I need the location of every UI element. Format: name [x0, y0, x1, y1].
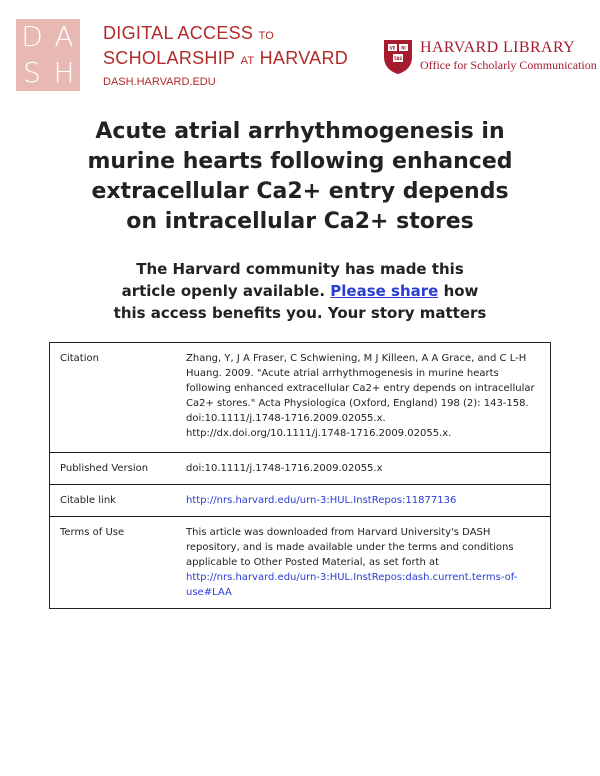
- harvard-library-title: HARVARD LIBRARY: [420, 39, 576, 56]
- notice-line-3: this access benefits you. Your story matters: [113, 304, 487, 322]
- terms-link[interactable]: http://nrs.harvard.edu/urn-3:HUL.InstRepos:dash.current.terms-of-use#LAA: [186, 572, 518, 598]
- dash-logo-letter: A: [54, 20, 74, 53]
- citation-label: Citation: [60, 353, 99, 364]
- dash-line-2: SCHOLARSHIP AT HARVARD: [103, 48, 349, 68]
- citation-value: Zhang, Y, J A Fraser, C Schwiening, M J Killeen, A A Grace, and C L-H Huang. 2009. "Acute atrial arrhythmogenesis in murine hearts following enhanced extracellular Ca2+ entry depends on intracellular Ca2+ stores." Acta Physiologica (Oxford, England) 198 (2): 143-158. doi:10.1111/j.1748-1716.2009.02055.x. http://dx.doi.org/10.1111/j.1748-1716.2009.02055.x.: [186, 353, 535, 439]
- dash-wordmark: [103, 22, 348, 90]
- table-row: [50, 517, 551, 609]
- shield-text: TAS: [393, 56, 403, 61]
- title-line: extracellular Ca2+ entry depends: [91, 179, 509, 204]
- title-line: murine hearts following enhanced: [87, 149, 513, 174]
- title-line: on intracellular Ca2+ stores: [126, 209, 474, 234]
- dash-url-link[interactable]: DASH.HARVARD.EDU: [103, 76, 216, 88]
- title-line: Acute atrial arrhythmogenesis in: [95, 119, 505, 144]
- dash-line-1: DIGITAL ACCESS TO: [103, 23, 275, 43]
- article-title: [40, 117, 560, 237]
- published-version-value: doi:10.1111/j.1748-1716.2009.02055.x: [178, 453, 551, 485]
- harvard-library-wordmark: [420, 39, 597, 73]
- notice-line-2: article openly available. Please share how: [121, 282, 479, 300]
- dash-logo-letter: H: [53, 56, 75, 89]
- harvard-library-subtitle: Office for Scholarly Communication: [420, 58, 597, 72]
- shield-text: VE: [389, 45, 396, 51]
- shield-text: RI: [401, 45, 406, 51]
- dash-logo-letter: S: [23, 56, 41, 89]
- terms-of-use-value: This article was downloaded from Harvard University's DASH repository, and is made available under the terms and conditions applicable to Other Posted Material, as set forth at http://nrs.harvard.edu/urn-3:HUL.InstRepos:dash.current.terms-of-use#LAA: [178, 517, 551, 609]
- citable-link-label: Citable link: [50, 485, 179, 517]
- harvard-shield-icon: [383, 39, 413, 75]
- citation-table: [49, 342, 551, 609]
- dash-logo: [16, 19, 80, 91]
- please-share-link[interactable]: Please share: [330, 282, 439, 300]
- table-row: [50, 453, 551, 485]
- terms-of-use-label: Terms of Use: [50, 517, 179, 609]
- community-notice: [40, 258, 560, 324]
- published-version-label: Published Version: [50, 453, 179, 485]
- notice-line-1: The Harvard community has made this: [136, 260, 464, 278]
- table-row: [50, 485, 551, 517]
- citable-link[interactable]: http://nrs.harvard.edu/urn-3:HUL.InstRepos:11877136: [186, 495, 457, 506]
- dash-logo-letter: D: [21, 20, 43, 53]
- table-row: [50, 343, 551, 453]
